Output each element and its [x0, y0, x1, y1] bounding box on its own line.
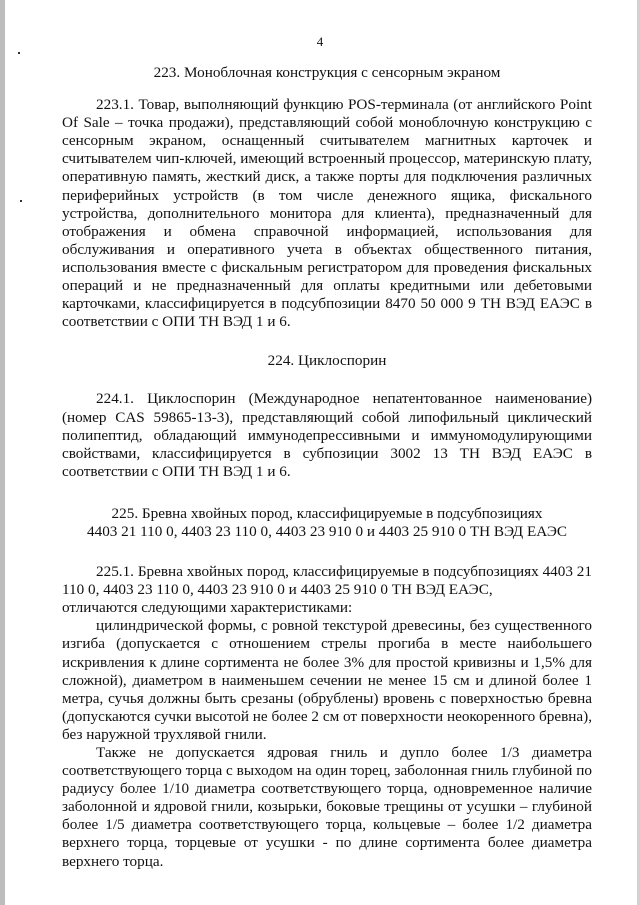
- section-heading-225-line1: 225. Бревна хвойных пород, классифицируемые в подсубпозициях: [111, 504, 543, 522]
- section-heading-223: 223. Моноблочная конструкция с сенсорным экраном: [153, 64, 501, 81]
- section-heading-225: [62, 505, 592, 541]
- paragraph-223-1: 223.1. Товар, выполняющий функцию POS-терминала (от английского Point Of Sale – точка продажи), представляющий собой моноблочную конструкцию с сенсорным экраном, оснащенный считывателем магнитных карточек и считывателем чип-ключей, имеющий встроенный процессор, материнскую плату, оперативную память, жесткий диск, а также порты для подключения различных периферийных устройств (в том числе денежного ящика, фискального устройства, дополнительного монитора для клиента), предназначенный для отображения и обмена справочной информацией, использования для обслуживания и оперативного учета в объектах общественного питания, использования вместе с фискальным регистратором для проведения фискальных операций и не предназначенный для оплаты кредитными или дебетовыми карточками, классифицируется в подсубпозиции 8470 50 000 9 ТН ВЭД ЕАЭС в соответствии с ОПИ ТН ВЭД 1 и 6.: [62, 96, 592, 331]
- document-body: [62, 58, 592, 871]
- paragraph-225-defects: Также не допускается ядровая гниль и дупло более 1/3 диаметра соответствующего торца с выходом на один торец, заболонная гниль глубиной по радиусу более 1/10 диаметра соответствующего торца, одновременное наличие заболонной и ядровой гнили, козырьки, боковые трещины от усушки – глубиной более 1/5 диаметра соответствующего торца, кольцевые – более 1/2 диаметра верхнего торца, торцевые от усушки - по длине сортимента более диаметра верхнего торца.: [62, 744, 592, 870]
- scan-speck: [18, 52, 20, 54]
- scan-speck: [20, 200, 22, 202]
- page-number: 4: [316, 34, 324, 49]
- paragraph-225-1-continuation: отличаются следующими характеристиками:: [62, 599, 353, 617]
- paragraph-224-1: 224.1. Циклоспорин (Международное непатентованное наименование) (номер CAS 59865-13-3), представляющий собой липофильный циклический полипептид, обладающий иммунодепрессивными и иммуномодулирующими свойствами, классифицируется в субпозиции 3002 13 ТН ВЭД ЕАЭС в соответствии с ОПИ ТН ВЭД 1 и 6.: [62, 390, 592, 480]
- paragraph-225-characteristics: цилиндрической формы, с ровной текстурой древесины, без существенного изгиба (допускается с отношением стрелы прогиба в месте наибольшего искривления к длине сортимента не более 3% для простой кривизны и 1,5% для сложной), диаметром в наименьшем сечении не менее 15 см и длиной более 1 метра, сучья должны быть срезаны (обрублены) вровень с поверхностью бревна (допускаются сучки высотой не более 2 см от поверхности неокоренного бревна), без наружной трухлявой гнили.: [62, 617, 592, 743]
- paragraph-225-1: 225.1. Бревна хвойных пород, классифицируемые в подсубпозициях 4403 21 110 0, 4403 23 110 0, 4403 23 910 0 и 4403 25 910 0 ТН ВЭД ЕАЭС,: [62, 563, 592, 599]
- section-heading-224: 224. Циклоспорин: [267, 352, 387, 370]
- scan-left-edge: [0, 0, 5, 905]
- section-heading-225-line2: 4403 21 110 0, 4403 23 110 0, 4403 23 910 0 и 4403 25 910 0 ТН ВЭД ЕАЭС: [87, 522, 567, 540]
